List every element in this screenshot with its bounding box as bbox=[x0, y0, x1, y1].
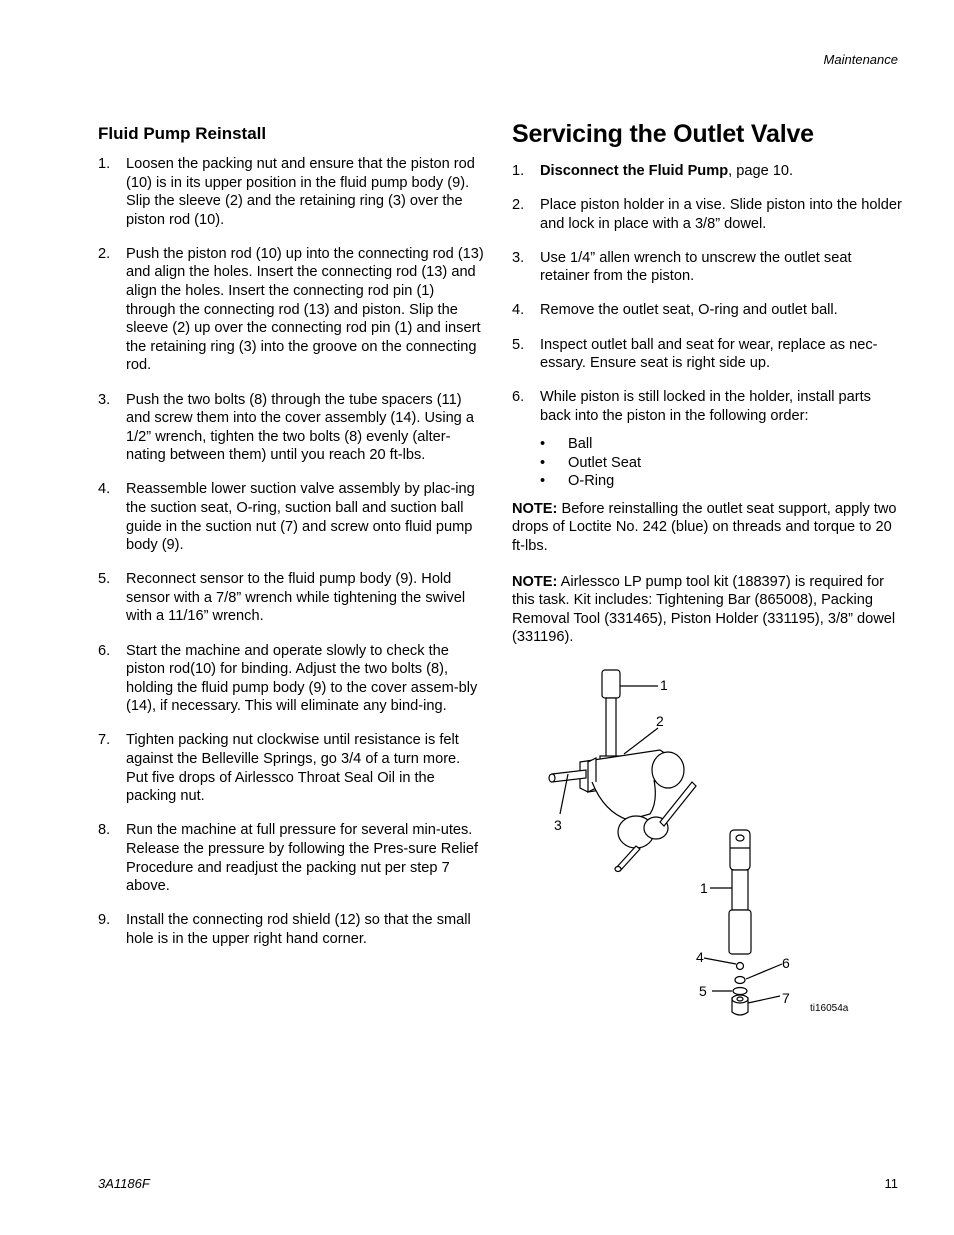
step-number: 1. bbox=[512, 163, 525, 179]
callout-label: 5 bbox=[699, 983, 707, 999]
list-item bbox=[98, 570, 486, 626]
list-item bbox=[512, 162, 902, 181]
step-bold-text: Disconnect the Fluid Pump bbox=[540, 163, 729, 179]
callout-label: 4 bbox=[696, 949, 704, 965]
step-number: 4. bbox=[512, 302, 525, 319]
note-text: Airlessco LP pump tool kit (188397) is required for this task. Kit includes: Tightening Bar (865008), Packing Removal Tool (331465), Piston Holder (331195), 3/8” dowel (331196). bbox=[512, 573, 896, 646]
list-item bbox=[512, 301, 902, 320]
bullet-icon: • bbox=[540, 435, 546, 452]
list-item bbox=[98, 391, 486, 465]
step-text: Use 1/4” allen wrench to unscrew the outlet seat retainer from the piston. bbox=[540, 249, 852, 285]
step-number: 2. bbox=[98, 245, 111, 262]
fluid-pump-reinstall-heading: Fluid Pump Reinstall bbox=[98, 124, 267, 143]
step-number: 3. bbox=[512, 249, 525, 266]
list-item bbox=[98, 480, 486, 554]
bullet-text: Ball bbox=[568, 435, 593, 452]
step-number: 1. bbox=[98, 156, 111, 172]
list-item bbox=[512, 249, 902, 286]
step-number: 5. bbox=[512, 336, 525, 353]
note-label: NOTE: bbox=[512, 500, 558, 517]
callout-label: 2 bbox=[656, 713, 664, 729]
reinstall-steps bbox=[98, 155, 486, 948]
bullet-text: O-Ring bbox=[568, 473, 615, 490]
step-number: 6. bbox=[512, 389, 525, 406]
list-item bbox=[512, 454, 902, 473]
bullet-icon: • bbox=[540, 454, 546, 471]
step-number: 6. bbox=[98, 642, 111, 659]
outlet-valve-steps bbox=[512, 162, 902, 425]
list-item bbox=[98, 731, 486, 805]
running-header: Maintenance bbox=[823, 52, 898, 67]
parts-order-list bbox=[512, 435, 902, 491]
document-number: 3A1186F bbox=[98, 1176, 150, 1191]
list-item bbox=[512, 196, 902, 233]
list-item bbox=[512, 388, 902, 425]
step-number: 5. bbox=[98, 571, 111, 588]
callout-label: 3 bbox=[554, 817, 562, 833]
list-item bbox=[98, 911, 486, 948]
tool-kit-note bbox=[512, 573, 902, 647]
list-item bbox=[98, 245, 486, 375]
step-text: Push the piston rod (10) up into the connecting rod (13) and align the holes. Insert the connecting rod (13) and align the holes. Insert the connecting rod pin (1) through the connecting rod (13) and piston. Slip the sleeve (2) up over the connecting rod pin (1) and insert the retaining ring (3) into the groove on the connecting rod. bbox=[126, 245, 484, 374]
list-item bbox=[512, 435, 902, 454]
step-text: Inspect outlet ball and seat for wear, replace as nec-essary. Ensure seat is right side up. bbox=[540, 336, 878, 372]
step-number: 4. bbox=[98, 481, 111, 498]
step-text: Start the machine and operate slowly to check the piston rod(10) for binding. Adjust the two bolts (8), holding the fluid pump body (9) to the cover assem-bly (14), if necessary. This will eliminate any bind-ing. bbox=[126, 642, 478, 715]
step-number: 2. bbox=[512, 197, 525, 214]
list-item bbox=[98, 821, 486, 895]
right-column bbox=[512, 120, 902, 664]
step-number: 7. bbox=[98, 732, 111, 749]
note-label: NOTE: bbox=[512, 573, 558, 590]
step-number: 3. bbox=[98, 391, 111, 408]
bullet-text: Outlet Seat bbox=[568, 454, 642, 471]
step-text: , page 10. bbox=[728, 163, 794, 179]
outlet-valve-figure bbox=[540, 662, 860, 1022]
left-column bbox=[98, 124, 486, 964]
step-text: Install the connecting rod shield (12) so that the small hole is in the upper right hand corner. bbox=[126, 912, 471, 947]
callout-label: 1 bbox=[660, 677, 668, 693]
step-text: Push the two bolts (8) through the tube spacers (11) and screw them into the cover assembly (14). Using a 1/2” wrench, tighten the two bolts (8) evenly (alter-nating between them) until you reach 20 ft-lbs. bbox=[126, 391, 474, 464]
page-number: 11 bbox=[884, 1176, 898, 1191]
servicing-outlet-valve-heading: Servicing the Outlet Valve bbox=[512, 120, 814, 148]
bullet-icon: • bbox=[540, 473, 546, 490]
step-text: Loosen the packing nut and ensure that the piston rod (10) is in its upper position in the fluid pump body (9). Slip the sleeve (2) and the retaining ring (3) over the piston rod (10). bbox=[126, 156, 475, 228]
callout-label: 6 bbox=[782, 955, 790, 971]
step-number: 9. bbox=[98, 912, 111, 929]
list-item bbox=[512, 336, 902, 373]
note-text: Before reinstalling the outlet seat support, apply two drops of Loctite No. 242 (blue) on threads and torque to 20 ft-lbs. bbox=[512, 500, 897, 554]
piston-holder-illustration bbox=[540, 662, 860, 1022]
step-text: Remove the outlet seat, O-ring and outlet ball. bbox=[540, 302, 838, 319]
step-text: Run the machine at full pressure for several min-utes. Release the pressure by following the Pres-sure Relief Procedure and readjust the packing nut per step 7 above. bbox=[126, 822, 479, 895]
list-item bbox=[512, 472, 902, 491]
figure-id: ti16054a bbox=[810, 1003, 849, 1014]
loctite-note bbox=[512, 500, 902, 556]
step-text: Tighten packing nut clockwise until resistance is felt against the Belleville Springs, go 3/4 of a turn more. Put five drops of Airlessco Throat Seal Oil in the packing nut. bbox=[126, 732, 461, 805]
step-number: 8. bbox=[98, 822, 111, 839]
callout-label: 1 bbox=[700, 880, 708, 896]
step-text: While piston is still locked in the holder, install parts back into the piston in the following order: bbox=[540, 389, 871, 424]
step-text: Place piston holder in a vise. Slide piston into the holder and lock in place with a 3/8” dowel. bbox=[540, 197, 902, 232]
step-text: Reconnect sensor to the fluid pump body (9). Hold sensor with a 7/8” wrench while tightening the swivel with a 11/16” wrench. bbox=[126, 571, 466, 625]
callout-label: 7 bbox=[782, 990, 790, 1006]
list-item bbox=[98, 642, 486, 716]
step-text: Reassemble lower suction valve assembly by plac-ing the suction seat, O-ring, suction ball and suction ball guide in the suction nut (7) and screw onto fluid pump body (9). bbox=[126, 481, 475, 554]
list-item bbox=[98, 155, 486, 229]
